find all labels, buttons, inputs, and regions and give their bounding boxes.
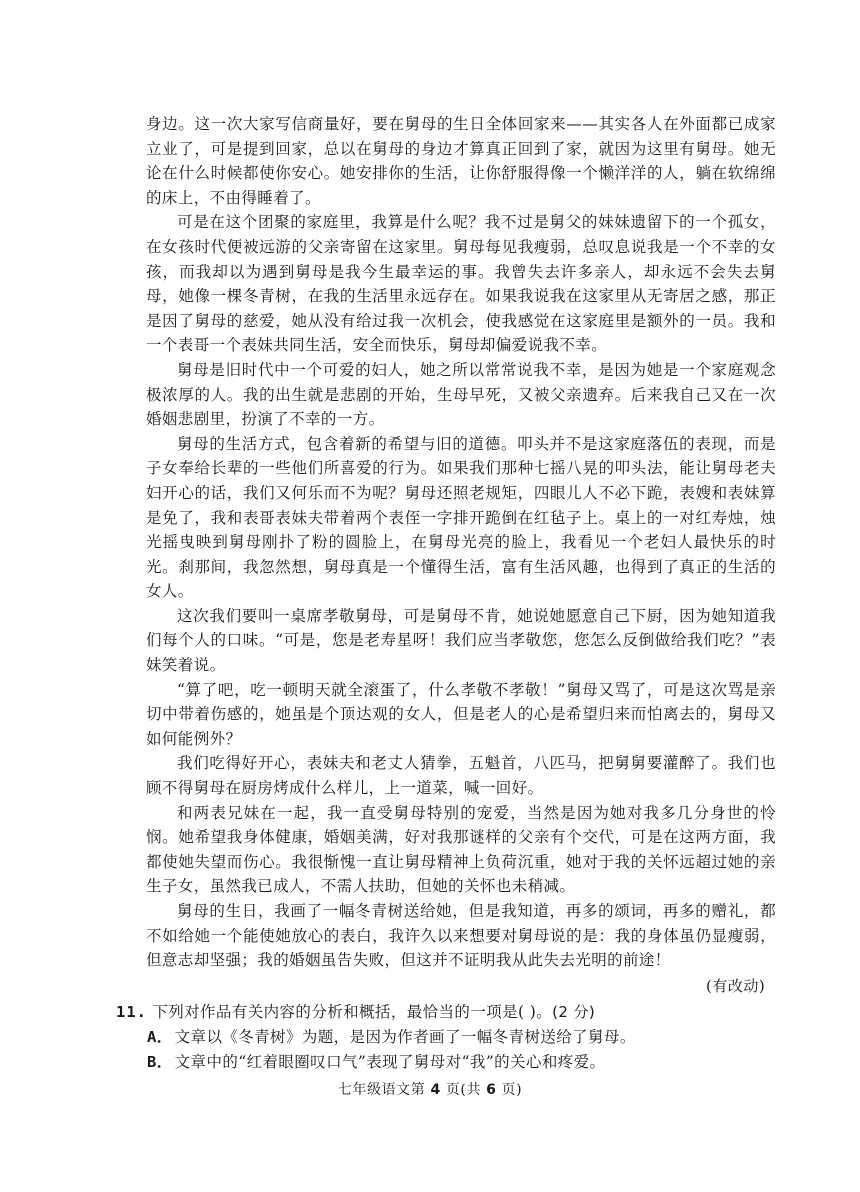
- question-option-a: [116, 1025, 776, 1050]
- reading-passage: [146, 112, 776, 973]
- question-score: (2 分): [552, 1003, 596, 1021]
- source-note: (有改动): [706, 977, 766, 995]
- passage-paragraph-7: 我们吃得好开心，表妹夫和老丈人猜拳，五魁首，八匹马，把舅舅要灌醉了。我们也顾不得舅母在厨房烤成什么样儿，上一道菜，喊一回好。: [146, 754, 776, 798]
- passage-paragraph-8: 和两表兄妹在一起，我一直受舅母特别的宠爱，当然是因为她对我多几分身世的怜悯。她希望我身体健康，婚姻美满，好对我那谜样的父亲有个交代，可是在这两方面，我都使她失望而伤心。我很惭愧一直让舅母精神上负荷沉重，她对于我的关怀远超过她的亲生子女，虽然我已成人，不需人扶助，但她的关怀也未稍减。: [146, 803, 776, 896]
- question-option-b: [116, 1050, 776, 1075]
- option-letter: A．: [147, 1028, 173, 1046]
- passage-paragraph-5: 这次我们要叫一桌席孝敬舅母，可是舅母不肯，她说她愿意自己下厨，因为她知道我们每个人的口味。“可是，您是老寿星呀！我们应当孝敬您，您怎么反倒做给我们吃？”表妹笑着说。: [146, 606, 776, 675]
- footer-page-number: 4: [430, 1082, 441, 1098]
- passage-paragraph-2: 可是在这个团聚的家庭里，我算是什么呢？我不过是舅父的妹妹遗留下的一个孤女，在女孩时代便被远游的父亲寄留在这家里。舅母每见我瘦弱，总叹息说我是一个不幸的女孩，而我却以为遇到舅母是我今生最幸运的事。我曾失去许多亲人，却永远不会失去舅母，她像一棵冬青树，在我的生活里永远存在。如果我说我在这家里从无寄居之感，那正是因了舅母的慈爱，她从没有给过我一次机会，使我感觉在这家庭里是额外的一员。我和一个表哥一个表妹共同生活，安全而快乐，舅母却偏爱说我不幸。: [146, 213, 776, 355]
- passage-paragraph-4: 舅母的生活方式，包含着新的希望与旧的道德。叩头并不是这家庭落伍的表现，而是子女奉给长辈的一些他们所喜爱的行为。如果我们那种七摇八晃的叩头法，能让舅母老夫妇开心的话，我们又何乐而不为呢？舅母还照老规矩，四眼儿人不必下跪，表嫂和表妹算是免了，我和表哥表妹夫带着两个表侄一字排开跪倒在红毡子上。桌上的一对红寿烛，烛光摇曳映到舅母刚扑了粉的圆脸上，在舅母光亮的脸上，我看见一个老妇人最快乐的时光。刹那间，我忽然想，舅母真是一个懂得生活，富有生活风趣，也得到了真正的生活的女人。: [146, 434, 776, 601]
- option-letter: B．: [147, 1053, 173, 1071]
- footer-total-pages: 6: [486, 1082, 497, 1098]
- question-stem-line: [116, 1000, 776, 1025]
- page-footer: [0, 1079, 860, 1099]
- footer-prefix: 七年级语文第: [337, 1082, 431, 1098]
- question-stem: 下列对作品有关内容的分析和概括，最恰当的一项是( )。: [152, 1003, 553, 1021]
- passage-paragraph-9: 舅母的生日，我画了一幅冬青树送给她，但是我知道，再多的颂词，再多的赠礼，都不如给她一个能使她放心的表白，我许久以来想要对舅母说的是：我的身体虽仍显瘦弱，但意志却坚强；我的婚姻虽告失败，但这并不证明我从此失去光明的前途！: [146, 902, 776, 970]
- footer-middle: 页(共: [440, 1082, 487, 1098]
- option-text: 文章中的“红着眼圈叹口气”表现了舅母对“我”的关心和疼爱。: [174, 1053, 606, 1071]
- passage-paragraph-3: 舅母是旧时代中一个可爱的妇人，她之所以常常说我不幸，是因为她是一个家庭观念极浓厚的人。我的出生就是悲剧的开始，生母早死，又被父亲遗弃。后来我自己又在一次婚姻悲剧里，扮演了不幸的一方。: [146, 360, 776, 429]
- passage-paragraph-6: “算了吧，吃一顿明天就全滚蛋了，什么孝敬不孝敬！”舅母又骂了，可是这次骂是亲切中带着伤感的，她虽是个顶达观的女人，但是老人的心是希望归来而怕离去的，舅母又如何能例外？: [146, 680, 776, 748]
- footer-suffix: 页): [496, 1082, 523, 1098]
- passage-paragraph-1: 身边。这一次大家写信商量好，要在舅母的生日全体回家来——其实各人在外面都已成家立业了，可是提到回家，总以在舅母的身边才算真正回到了家，就因为这里有舅母。她无论在什么时候都使你安心。她安排你的生活，让你舒服得像一个懒洋洋的人，躺在软绵绵的床上，不由得睡着了。: [146, 115, 776, 207]
- option-text: 文章以《冬青树》为题，是因为作者画了一幅冬青树送给了舅母。: [174, 1028, 636, 1046]
- question-number: 11.: [116, 1003, 147, 1021]
- question-11: [116, 1000, 776, 1075]
